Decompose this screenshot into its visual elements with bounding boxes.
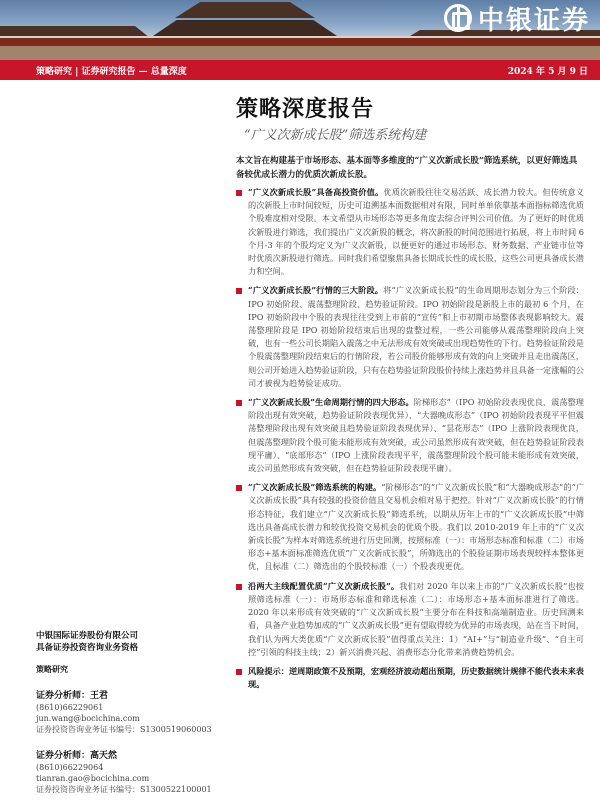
analyst-license: 证券投资咨询业务证书编号：S1300519060003	[36, 725, 212, 734]
key-point-body: “阶梯形态”的“广义次新成长股”和“大器晚成形态”的“广义次新成长股”具有较强的投资价值且交易机会相对易于把控。针对“广义次新成长股”的行情形态特征，我们建立“广义次新成长股”筛选系统，以期从历年上市的“广义次新成长股”中筛选出具备高成长潜力和较优投资交易机会的优质个股。我们以 2010-2019 年上市的“广义次新成长股”为样本对筛选系统进行历史回测，按照标准（一）：市场形态标准和标准（二）市场形态+基本面标准筛选优质“广义次新成长股”，所筛选出的个股验证期市场表现较样本整体更优，且标准（二）筛选出的个股较标准（一）个股表现更优。	[248, 482, 585, 572]
analyst-name: 证券分析师：王君	[36, 691, 109, 701]
key-point	[236, 284, 584, 390]
report-intro: 本文旨在构建基于市场形态、基本面等多维度的“广义次新成长股”筛选系统，以更好筛选具备较优成长潜力的优质次新成长股。	[236, 156, 578, 180]
square-bullet-icon	[236, 669, 242, 675]
company-qualification: 具备证券投资咨询业务资格	[36, 643, 139, 653]
analyst-phone: (8610)66229064	[36, 763, 104, 772]
key-point-heading: “广义次新成长股”筛选系统的构建。	[248, 482, 382, 493]
square-bullet-icon	[236, 288, 242, 294]
key-point-body: 我们对 2020 年以来上市的“广义次新成长股”也按照筛选标准（一）：市场形态标准和筛选标准（二）：市场形态+基本面标准进行了筛选。2020 年以来形成有效突破的“广义次新成长股”主要分布在科技和高端制造业。历史回测来看，具备产业趋势加成的“广义次新成长股”更有望取得较为优异的市场表现，站在当下时间，我们认为两大类优质“广义次新成长股”值得重点关注：1）“AI+”与“制造业升级”、“自主可控”引领的科技主线；2）新兴消费兴起、消费形态分化带来消费趋势机会。	[248, 580, 584, 657]
key-point	[236, 396, 584, 475]
analyst-license: 证券投资咨询业务证书编号：S1300522100001	[36, 785, 212, 794]
square-bullet-icon	[236, 190, 242, 196]
key-point-body: 将“广义次新成长股”的生命周期形态划分为三个阶段：IPO 初始阶段、震荡整理阶段、趋势验证阶段。IPO 初始阶段是新股上市的最初 6 个月，在 IPO 初始阶段中个股的表现往往受到上市前的“宣传”和上市初期市场整体表现影响较大。震荡整理阶段是 IPO 初始阶段结束后出现的盘整过程，一些公司能够从震荡整理阶段向上突破，也有一些公司长期陷入震荡之中无法形成有效突破或出现趋势性的下行。趋势验证阶段是个股震荡整理阶段结束后的行情阶段，若公司股价能够形成有效的向上突破并且走出震荡区，则公司开始进入趋势验证阶段，只有在趋势验证阶段股价持续上涨趋势并且具备一定涨幅的公司才被视为趋势验证成功。	[248, 285, 585, 388]
courtyard	[0, 46, 600, 60]
key-point-heading: “广义次新成长股”行情的三大阶段。	[248, 285, 384, 296]
key-point-heading: 沿两大主线配置优质“广义次新成长股”。	[248, 580, 400, 591]
department-label: 策略研究	[36, 664, 68, 674]
key-point	[236, 186, 584, 278]
brand-logo	[444, 0, 590, 36]
report-category-strip	[0, 60, 600, 80]
square-bullet-icon	[236, 485, 242, 491]
palace-roof-top	[175, 2, 315, 18]
company-name: 中银国际证券股份有限公司	[36, 631, 139, 641]
boc-logo-icon	[444, 4, 472, 32]
risk-heading: 风险提示：	[248, 665, 289, 676]
brand-name: 中银证券	[477, 5, 590, 36]
analyst-sidebar	[36, 630, 226, 795]
key-point-heading: “广义次新成长股”具备高投资价值。	[248, 187, 384, 197]
risk-body: 逆周期政策不及预期，宏观经济波动超出预期，历史数据统计规律不能代表未来表现。	[248, 665, 584, 690]
analyst-email: tianran.gao@bocichina.com	[36, 774, 150, 783]
report-category: 策略研究 | 证券研究报告 — 总量深度	[36, 66, 187, 77]
report-date: 2024 年 5 月 9 日	[507, 66, 588, 77]
key-point-body: 阶梯形态”（IPO 初始阶段表现优良、震荡整理阶段出现有效突破，趋势验证阶段表现优异）、“大器晚成形态”（IPO 初始阶段表现平平但震荡整理阶段出现有效突破且趋势验证阶段表现优异）、“昙花形态”（IPO 上涨阶段表现优良，但震荡整理阶段个股可能未能形成有效突破，或公司虽然形成有效突破，但在趋势验证阶段表现平庸）、“底部形态”（IPO 上涨阶段表现平平，震荡整理阶段个股可能未能形成有效突破，或公司虽然形成有效突破，但在趋势验证阶段表现平庸）。	[248, 397, 584, 474]
analyst-phone: (8610)66229061	[36, 703, 104, 712]
analyst-name: 证券分析师：高天然	[36, 751, 118, 761]
analyst-email: jun.wang@bocichina.com	[36, 714, 140, 723]
key-points	[236, 186, 584, 697]
report-title: 策略深度报告	[236, 96, 375, 122]
header-banner	[0, 0, 600, 60]
key-point-heading: “广义次新成长股”生命周期行情的四大形态。	[248, 397, 414, 408]
key-point	[236, 580, 584, 659]
report-subtitle: “广义次新成长股”筛选系统构建	[244, 128, 427, 143]
key-point	[236, 481, 584, 573]
key-point-body: 优质次新股往往交易活跃、成长潜力较大。但传统意义的次新股上市时间较短，历史可追溯基本面数据相对有限，同时单单依靠基本面指标筛选优质个股难度相对受限。本文希望从市场形态等更多角度去综合评判公司价值。为了更好的时优质次新股进行筛选，我们提出广义次新股的概念，将次新股的时间范围进行拓展，将上市时间 6 个月-3 年的个股均定义为广义次新股，以便更好的通过市场形态、财务数据、产业链市位等时优质次新股进行筛选。同时我们希望聚焦具备长期成长性的成长股，这些公司更具备成长潜力和空间。	[248, 187, 584, 277]
risk-warning	[236, 665, 584, 691]
square-bullet-icon	[236, 584, 242, 590]
square-bullet-icon	[236, 400, 242, 406]
